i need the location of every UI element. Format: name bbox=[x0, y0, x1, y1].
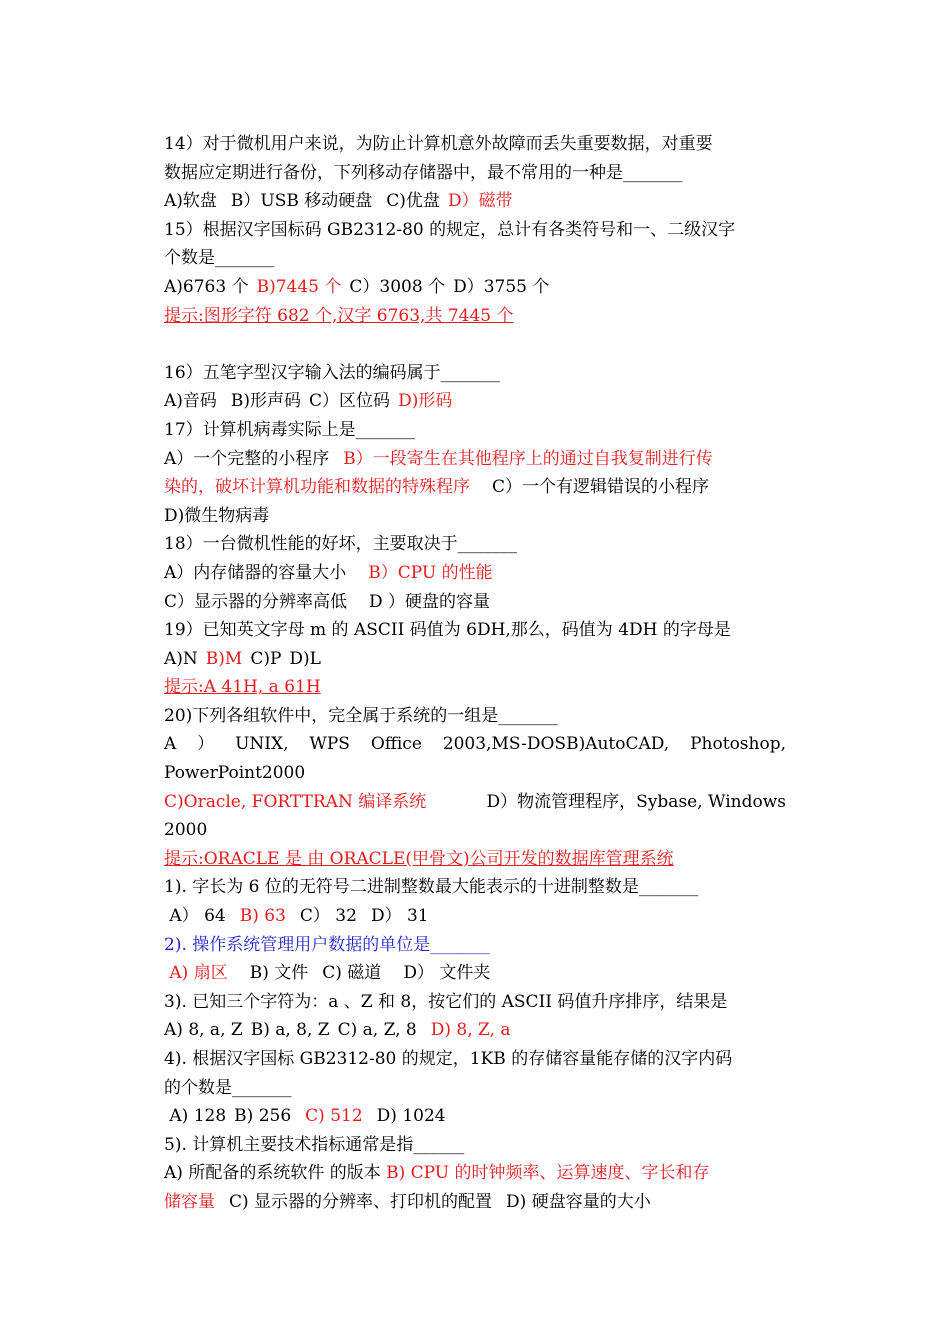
p3-option-c: C) a, Z, 8 bbox=[337, 1020, 417, 1041]
p4-option-b: B) 256 bbox=[234, 1106, 292, 1127]
q19-option-d: D)L bbox=[289, 648, 321, 669]
p5-option-a: A) 所配备的系统软件 的版本 bbox=[164, 1163, 381, 1184]
q15-hint: 提示:图形字符 682 个,汉字 6763,共 7445 个 bbox=[164, 305, 514, 326]
p2-option-b: B) 文件 bbox=[249, 963, 309, 984]
p1-option-a: A） 64 bbox=[169, 906, 226, 927]
q20-option-d: D）物流管理程序，Sybase, Windows bbox=[486, 791, 786, 812]
q15-option-d: D）3755 个 bbox=[453, 276, 550, 297]
q17-option-a: A）一个完整的小程序 bbox=[164, 448, 330, 469]
q19-hint: 提示:A 41H, a 61H bbox=[164, 677, 321, 698]
p5-text-line1: 5). 计算机主要技术指标通常是指______ bbox=[164, 1134, 465, 1155]
q19-option-a: A)N bbox=[164, 648, 198, 669]
q16-option-d-answer: D)形码 bbox=[398, 391, 453, 412]
p4-option-a: A) 128 bbox=[169, 1106, 227, 1127]
q19-text-line1: 19）已知英文字母 m 的 ASCII 码值为 6DH,那么，码值为 4DH 的字母是 bbox=[164, 620, 731, 641]
p1-text-line1: 1). 字长为 6 位的无符号二进制整数最大能表示的十进制整数是_______ bbox=[164, 877, 699, 898]
q20-hint: 提示:ORACLE 是 由 ORACLE(甲骨文)公司开发的数据库管理系统 bbox=[164, 848, 674, 869]
q16-option-c: C）区位码 bbox=[309, 391, 391, 412]
p4-text-line1: 4). 根据汉字国标 GB2312-80 的规定，1KB 的存储容量能存储的汉字内码 bbox=[164, 1049, 733, 1069]
p3-text-line1: 3). 已知三个字符为：a 、Z 和 8，按它们的 ASCII 码值升序排序，结果是 bbox=[164, 991, 728, 1012]
q15-options bbox=[164, 273, 786, 302]
p5-options-line2 bbox=[164, 1188, 786, 1217]
q20-opt-part-0: A bbox=[164, 734, 177, 755]
q20-opt-part-5: 2003,MS-DOSB)AutoCAD, bbox=[442, 734, 670, 755]
q14-option-c: C)优盘 bbox=[386, 191, 440, 212]
q20-text-line1: 20)下列各组软件中，完全属于系统的一组是_______ bbox=[164, 705, 558, 726]
q14-options bbox=[164, 187, 786, 216]
document-page bbox=[164, 130, 786, 1217]
p1-option-c: C） 32 bbox=[299, 906, 357, 927]
p1-option-d: D） 31 bbox=[370, 906, 429, 927]
p1-option-b-answer: B) 63 bbox=[239, 906, 286, 927]
p5-option-d: D) 硬盘容量的大小 bbox=[506, 1191, 651, 1212]
p5-options-line1 bbox=[164, 1159, 786, 1188]
q20-option-d-end: 2000 bbox=[164, 820, 208, 841]
p4-text-line2: 的个数是_______ bbox=[164, 1077, 292, 1098]
q14-text-line1: 14）对于微机用户来说，为防止计算机意外故障而丢失重要数据，对重要 bbox=[164, 134, 713, 154]
q17-options-line1 bbox=[164, 445, 786, 474]
q14-option-a: A)软盘 bbox=[164, 191, 217, 212]
q18-options-line1 bbox=[164, 559, 786, 588]
p4-option-c-answer: C) 512 bbox=[305, 1106, 363, 1127]
q20-opt-part-3: WPS bbox=[309, 734, 350, 755]
q20-option-b-end: PowerPoint2000 bbox=[164, 763, 306, 784]
q19-option-c: C)P bbox=[250, 648, 282, 669]
spacer bbox=[164, 330, 786, 359]
q15-text-line1: 15）根据汉字国标码 GB2312-80 的规定，总计有各类符号和一、二级汉字 bbox=[164, 219, 736, 240]
q20-opt-part-4: Office bbox=[370, 734, 422, 755]
q14-text-line2: 数据应定期进行备份，下列移动存储器中，最不常用的一种是_______ bbox=[164, 162, 683, 183]
q15-text-line2: 个数是_______ bbox=[164, 248, 275, 269]
q20-opt-part-6: Photoshop, bbox=[690, 734, 786, 755]
q18-option-b-answer: B）CPU 的性能 bbox=[368, 562, 493, 583]
q15-option-a: A)6763 个 bbox=[164, 276, 249, 297]
q15-option-c: C）3008 个 bbox=[349, 276, 446, 297]
q20-opt-part-2: UNIX, bbox=[235, 734, 289, 755]
q14-option-b: B）USB 移动硬盘 bbox=[230, 191, 373, 212]
p2-option-d: D） 文件夹 bbox=[403, 963, 491, 984]
q17-text-line1: 17）计算机病毒实际上是_______ bbox=[164, 419, 416, 440]
q20-opt-part-1: ） bbox=[197, 734, 215, 755]
p2-option-c: C) 磁道 bbox=[322, 963, 382, 984]
q20-option-a-b-line bbox=[164, 730, 786, 759]
p5-option-b-answer-part2: 储容量 bbox=[164, 1191, 215, 1212]
q17-option-c: C）一个有逻辑错误的小程序 bbox=[492, 477, 710, 498]
p3-options bbox=[164, 1016, 786, 1045]
p2-options bbox=[164, 959, 786, 988]
p4-options bbox=[164, 1102, 786, 1131]
q18-option-c: C）显示器的分辨率高低 bbox=[164, 591, 348, 612]
q16-option-b: B)形声码 bbox=[230, 391, 302, 412]
q20-option-c-answer: C)Oracle, FORTTRAN 编译系统 bbox=[164, 791, 427, 812]
p5-option-b-answer-part1: B) CPU 的时钟频率、运算速度、字长和存 bbox=[386, 1163, 710, 1184]
q17-option-b-answer-part2: 染的，破坏计算机功能和数据的特殊程序 bbox=[164, 477, 470, 498]
q16-option-a: A)音码 bbox=[164, 391, 217, 412]
q19-options bbox=[164, 645, 786, 674]
q15-option-b-answer: B)7445 个 bbox=[256, 276, 342, 297]
q17-options-line2 bbox=[164, 473, 786, 502]
q16-text-line1: 16）五笔字型汉字输入法的编码属于_______ bbox=[164, 362, 501, 383]
q16-options bbox=[164, 387, 786, 416]
q18-options-line2 bbox=[164, 588, 786, 617]
p3-option-a: A) 8, a, Z bbox=[164, 1020, 243, 1041]
q18-text-line1: 18）一台微机性能的好坏，主要取决于_______ bbox=[164, 534, 518, 555]
p1-options bbox=[164, 902, 786, 931]
q17-option-d: D)微生物病毒 bbox=[164, 505, 270, 526]
q20-option-c-d-line bbox=[164, 788, 786, 817]
q19-option-b-answer: B)M bbox=[205, 648, 243, 669]
q18-option-d: D ）硬盘的容量 bbox=[369, 591, 491, 612]
p3-option-b: B) a, 8, Z bbox=[250, 1020, 330, 1041]
q18-option-a: A）内存储器的容量大小 bbox=[164, 562, 347, 583]
p2-text-line1: 2). 操作系统管理用户数据的单位是_______ bbox=[164, 934, 490, 955]
p3-option-d-answer: D) 8, Z, a bbox=[430, 1020, 511, 1041]
q17-option-b-answer-part1: B）一段寄生在其他程序上的通过自我复制进行传 bbox=[343, 448, 713, 469]
p4-option-d: D) 1024 bbox=[376, 1106, 446, 1127]
p2-option-a-answer: A) 扇区 bbox=[169, 963, 228, 984]
p5-option-c: C) 显示器的分辨率、打印机的配置 bbox=[229, 1191, 493, 1212]
q14-option-d-answer: D）磁带 bbox=[447, 191, 513, 212]
